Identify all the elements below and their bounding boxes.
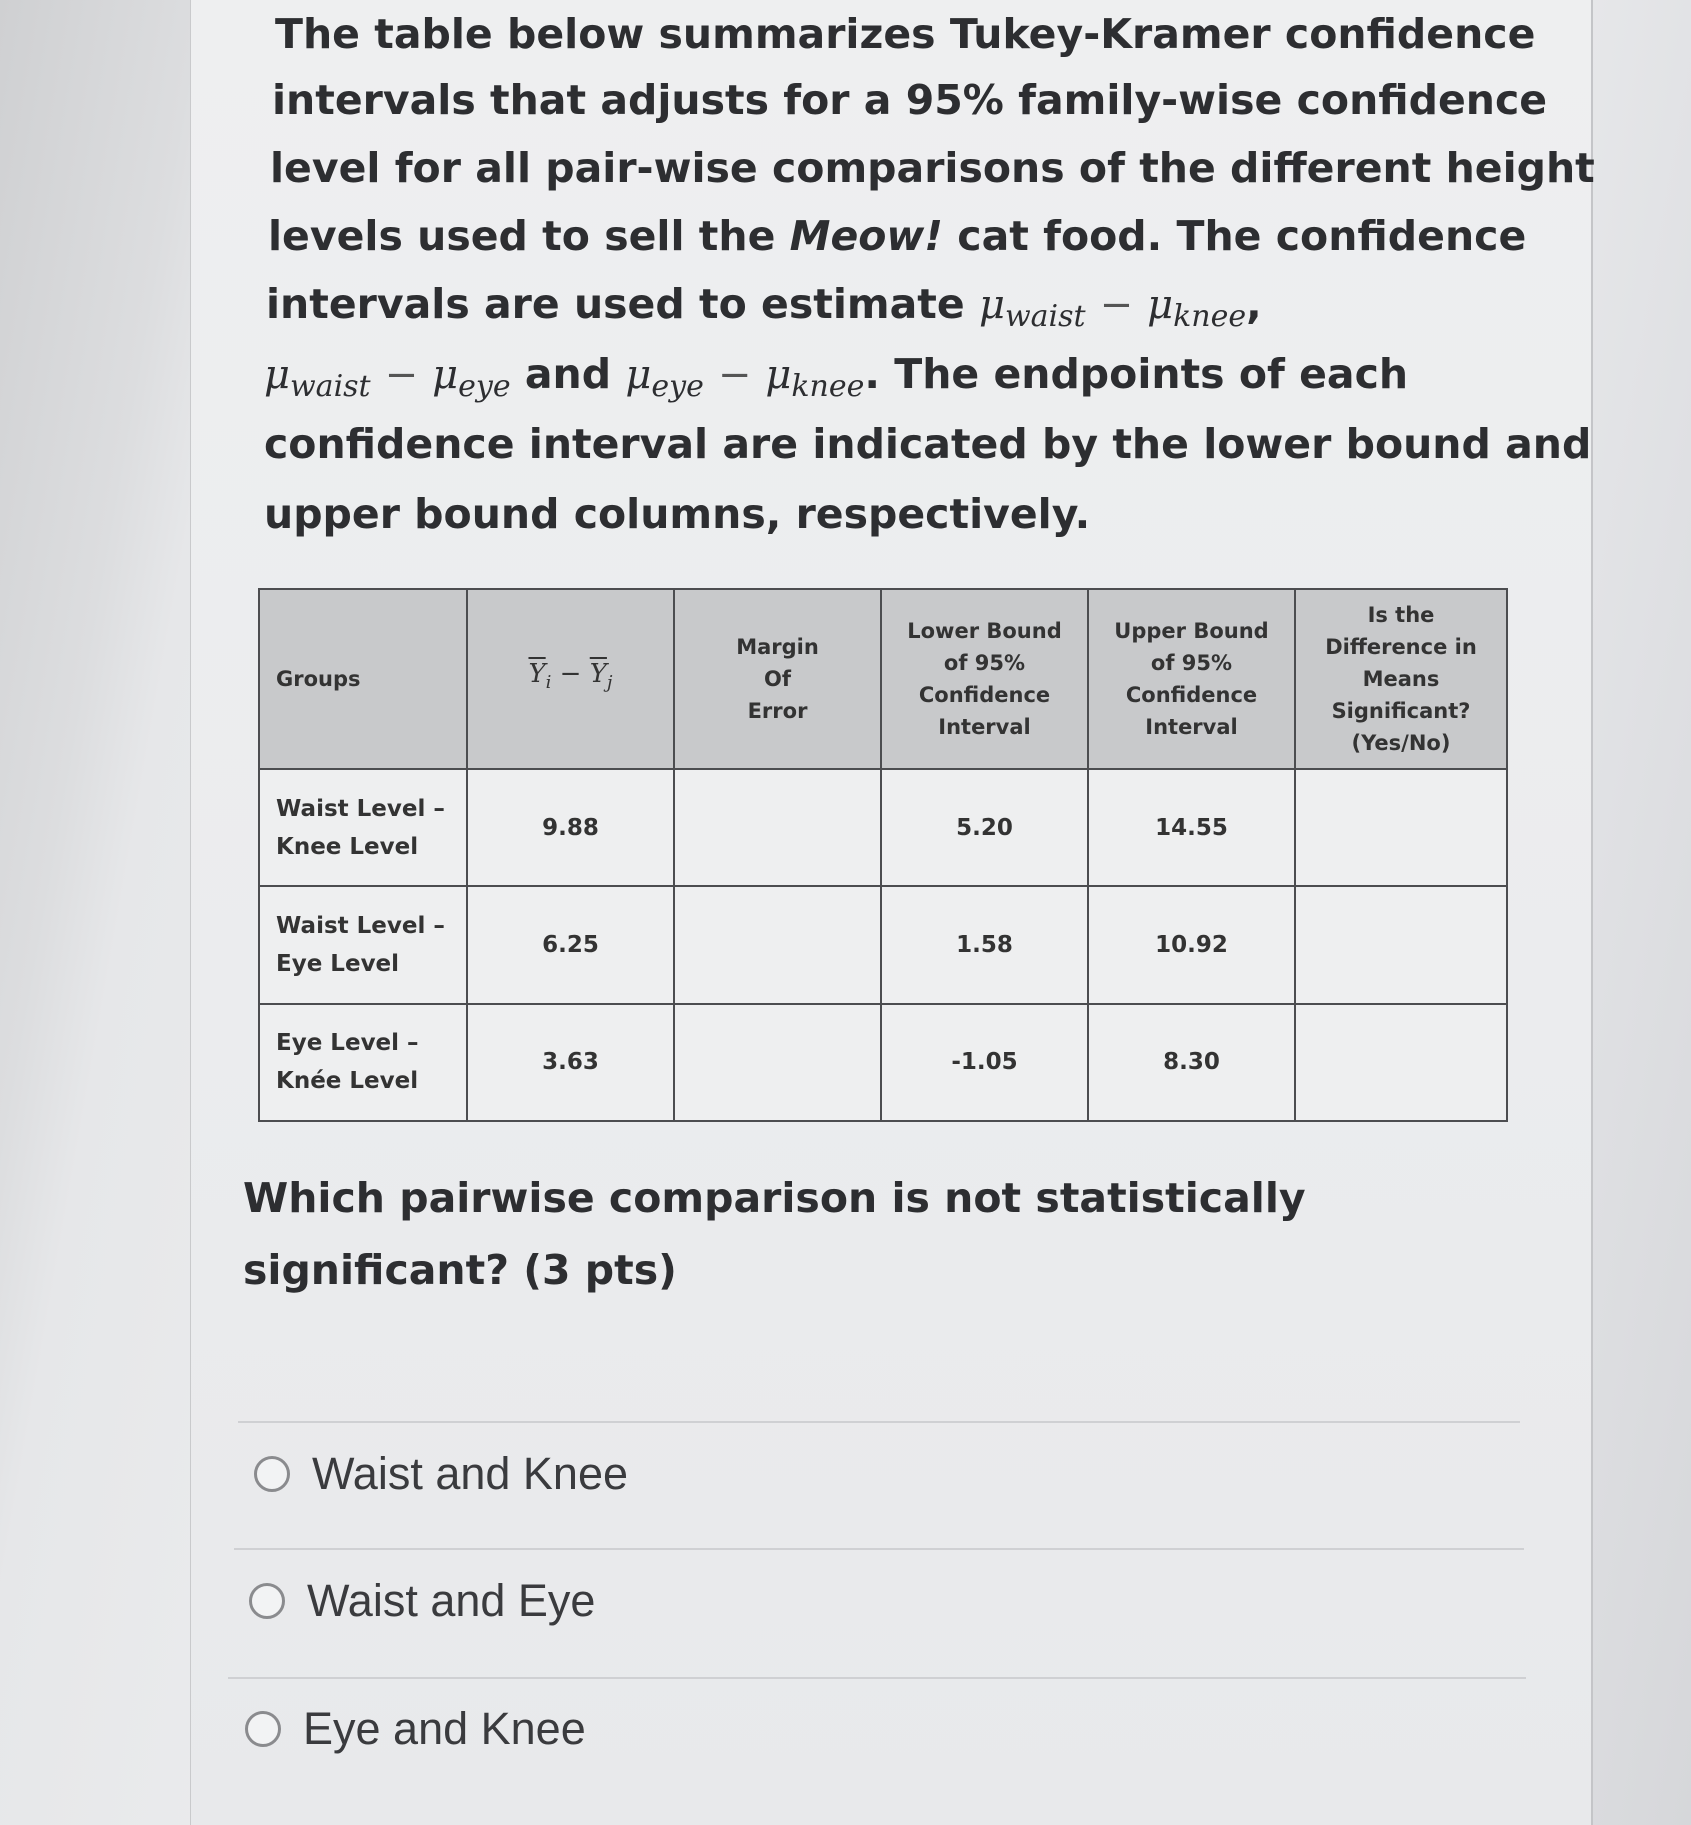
- margin-cell[interactable]: [674, 769, 881, 886]
- question-line-1: Which pairwise comparison is not statistically: [243, 1174, 1306, 1222]
- option-waist-and-knee[interactable]: [254, 1448, 628, 1500]
- lower-bound-cell: 5.20: [881, 769, 1088, 886]
- diff-cell: 6.25: [467, 886, 674, 1003]
- diff-cell: 3.63: [467, 1004, 674, 1121]
- margin-cell[interactable]: [674, 886, 881, 1003]
- radio-button[interactable]: [245, 1711, 281, 1747]
- significant-cell[interactable]: [1295, 886, 1507, 1003]
- radio-button[interactable]: [254, 1456, 290, 1492]
- intro-text-1: The table below summarizes Tukey-Kramer confidence: [275, 10, 1536, 58]
- header-mean-difference: $\overline{Y}_i - \overline{Y}_j$: [467, 589, 674, 769]
- lower-bound-cell: 1.58: [881, 886, 1088, 1003]
- header-margin-of-error: Margin Of Error: [674, 589, 881, 769]
- intro-text-6: . The endpoints of each: [864, 350, 1409, 398]
- and-text: and: [510, 350, 626, 398]
- intro-text-4a: levels used to sell the: [268, 212, 790, 260]
- math-waist-minus-eye: $\mu_{waist} - \mu_{eye}$: [264, 352, 511, 404]
- divider: [238, 1421, 1520, 1423]
- header-groups: Groups: [259, 589, 467, 769]
- intro-text-8: upper bound columns, respectively.: [264, 490, 1091, 538]
- comma: ,: [1246, 280, 1262, 328]
- significant-cell[interactable]: [1295, 1004, 1507, 1121]
- math-waist-minus-knee: $\mu_{waist} - \mu_{knee}$: [978, 282, 1247, 334]
- significant-cell[interactable]: [1295, 769, 1507, 886]
- header-upper-bound: Upper Bound of 95% Confidence Interval: [1088, 589, 1295, 769]
- margin-cell[interactable]: [674, 1004, 881, 1121]
- header-lower-bound: Lower Bound of 95% Confidence Interval: [881, 589, 1088, 769]
- upper-bound-cell: 8.30: [1088, 1004, 1295, 1121]
- header-significant: Is the Difference in Means Significant? (Yes/No): [1295, 589, 1507, 769]
- intro-line-2: [272, 66, 1547, 134]
- intro-text-7: confidence interval are indicated by the lower bound and: [264, 420, 1592, 468]
- upper-bound-cell: 10.92: [1088, 886, 1295, 1003]
- intro-text-5: intervals are used to estimate: [266, 280, 979, 328]
- option-eye-and-knee[interactable]: [245, 1703, 586, 1755]
- intro-line-7: [264, 410, 1591, 478]
- option-label: Waist and Eye: [307, 1575, 596, 1626]
- product-name: Meow!: [789, 212, 944, 260]
- intro-line-3: [270, 134, 1595, 202]
- question-line-2: significant? (3 pts): [243, 1246, 677, 1294]
- option-waist-and-eye[interactable]: [249, 1575, 595, 1627]
- intro-line-1: [275, 0, 1535, 68]
- intro-line-6: [264, 340, 1408, 421]
- option-label: Eye and Knee: [303, 1703, 586, 1754]
- diff-cell: 9.88: [467, 769, 674, 886]
- question-prompt: [243, 1162, 1306, 1306]
- option-label: Waist and Knee: [312, 1448, 629, 1499]
- intro-text-3: level for all pair-wise comparisons of the different height: [270, 144, 1595, 192]
- table-row: [259, 1004, 1507, 1121]
- intro-line-5: [266, 270, 1262, 351]
- divider: [234, 1548, 1524, 1550]
- intro-text-2: intervals that adjusts for a 95% family-wise confidence: [272, 76, 1548, 124]
- group-cell: Waist Level – Eye Level: [259, 886, 467, 1003]
- radio-button[interactable]: [249, 1583, 285, 1619]
- tukey-kramer-table: [258, 588, 1508, 1122]
- lower-bound-cell: -1.05: [881, 1004, 1088, 1121]
- table-row: [259, 886, 1507, 1003]
- intro-line-4: [268, 202, 1526, 270]
- math-eye-minus-knee: $\mu_{eye} - \mu_{knee}$: [625, 352, 865, 404]
- intro-line-8: [264, 480, 1090, 548]
- table-row: [259, 769, 1507, 886]
- upper-bound-cell: 14.55: [1088, 769, 1295, 886]
- divider: [228, 1677, 1526, 1679]
- intro-text-4b: cat food. The confidence: [943, 212, 1527, 260]
- group-cell: Eye Level – Knée Level: [259, 1004, 467, 1121]
- group-cell: Waist Level – Knee Level: [259, 769, 467, 886]
- table-header-row: [259, 589, 1507, 769]
